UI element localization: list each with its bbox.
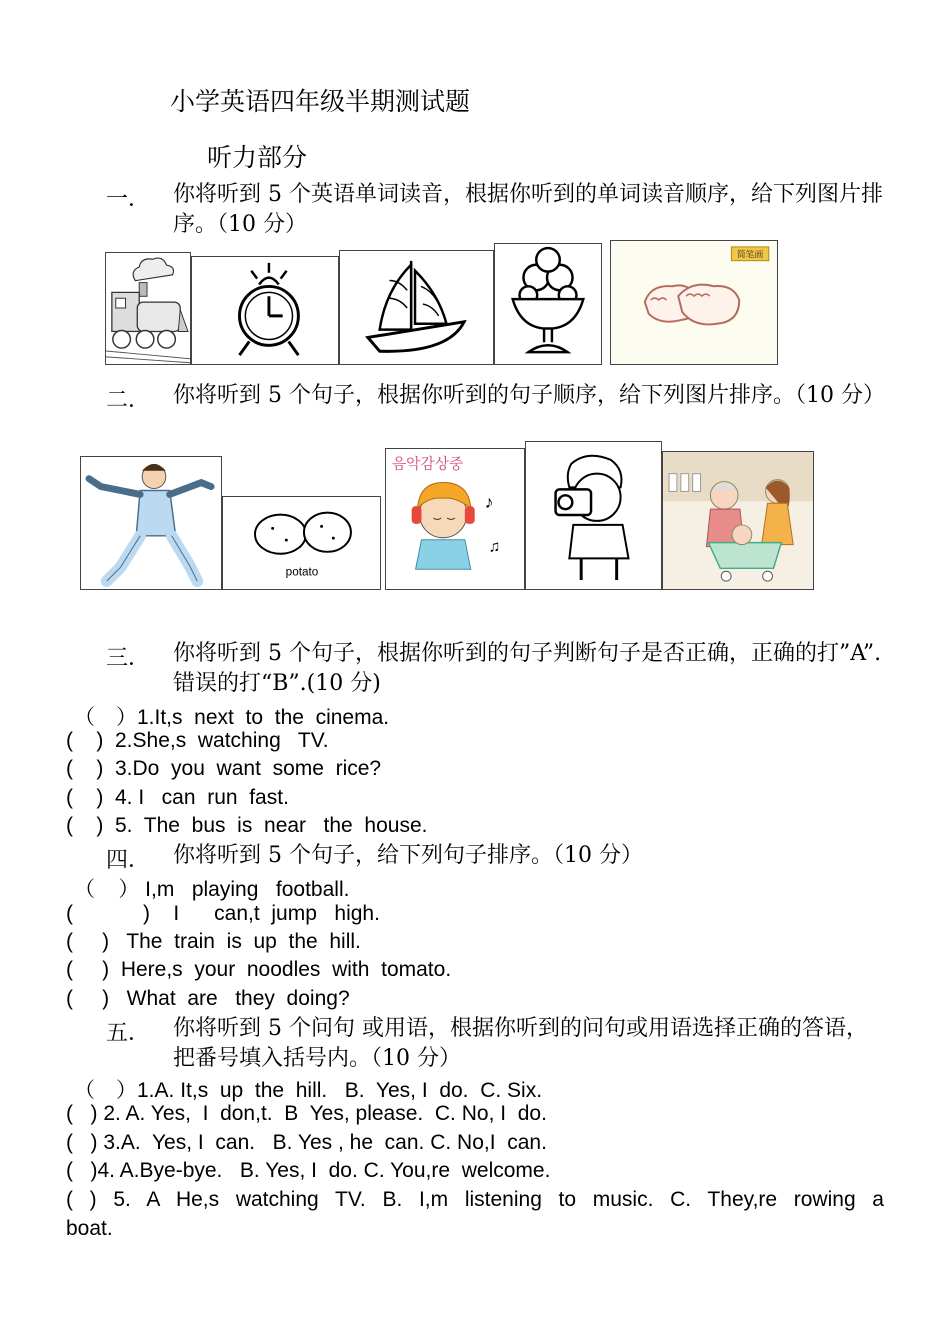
potato-picture <box>222 496 381 590</box>
alarm-clock-picture <box>191 256 339 365</box>
section-3-number: 三． <box>106 646 151 671</box>
s5-question-2: ( ) 2. A. Yes, I don,t. B Yes, please. C. No, I do. <box>66 1102 547 1125</box>
train-picture <box>105 252 191 365</box>
s3-question-5: ( ) 5. The bus is near the house. <box>66 814 428 837</box>
section-4-number: 四． <box>106 848 151 873</box>
potato-label: potato <box>285 565 319 579</box>
camera-boy-picture <box>525 441 662 590</box>
s4-sentence-5: ( ) What are they doing? <box>66 987 350 1010</box>
supermarket-family-picture <box>662 451 814 590</box>
s4-sentence-2: ( ) I can,t jump high. <box>66 902 380 925</box>
section-2-number: 二． <box>106 388 151 413</box>
s5-question-1: （ ）1.A. It,s up the hill. B. Yes, I do. C. Six. <box>74 1079 543 1102</box>
section-1-number: 一． <box>106 187 151 212</box>
s5-question-3: ( ) 3.A. Yes, I can. B. Yes , he can. C. No,I can. <box>66 1131 547 1154</box>
section-2-instruction: 你将听到 5 个句子，根据你听到的句子顺序，给下列图片排序。（10 分） <box>173 383 885 408</box>
svg-text:♪: ♪ <box>484 492 494 513</box>
section-4-instruction: 你将听到 5 个句子，给下列句子排序。（10 分） <box>173 843 643 868</box>
s4-sentence-4: ( ) Here,s your noodles with tomato. <box>66 958 452 981</box>
svg-text:♫: ♫ <box>488 538 501 556</box>
s4-sentence-3: ( ) The train is up the hill. <box>66 930 361 953</box>
ice-cream-bowl-picture <box>494 243 602 365</box>
section-subtitle: 听力部分 <box>207 143 308 172</box>
s3-question-4: ( ) 4. I can run fast. <box>66 786 289 809</box>
page-title: 小学英语四年级半期测试题 <box>170 87 471 116</box>
dumplings-picture <box>610 240 778 365</box>
s4-sentence-1: （ ） I,m playing football. <box>74 878 350 901</box>
s3-question-1: （ ）1.It,s next to the cinema. <box>74 706 390 729</box>
korean-label: 음악감상중 <box>391 455 464 473</box>
sticker-label: 简笔画 <box>736 249 764 260</box>
section-1-instruction: 你将听到 5 个英语单词读音，根据你听到的单词读音顺序，给下列图片排序。（10 分） <box>173 182 883 237</box>
section-5-instruction: 你将听到 5 个问句 或用语，根据你听到的问句或用语选择正确的答语，把番号填入括号内。（10 分） <box>173 1016 868 1071</box>
music-girl-picture <box>385 448 525 590</box>
s3-question-3: ( ) 3.Do you want some rice? <box>66 757 382 780</box>
s5-question-5: ( ) 5. A He,s watching TV. B. I,m listening to music. C. They,re rowing a <box>66 1188 884 1211</box>
section-3-instruction: 你将听到 5 个句子，根据你听到的句子判断句子是否正确，正确的打”A”.错误的打“B”.(10 分) <box>173 641 882 696</box>
s5-question-5-continued: boat. <box>66 1217 113 1240</box>
taichi-man-picture <box>80 456 222 590</box>
section-5-number: 五． <box>106 1021 151 1046</box>
sailboat-picture <box>339 250 494 365</box>
s5-question-4: ( )4. A.Bye-bye. B. Yes, I do. C. You,re welcome. <box>66 1159 551 1182</box>
s3-question-2: ( ) 2.She,s watching TV. <box>66 729 329 752</box>
